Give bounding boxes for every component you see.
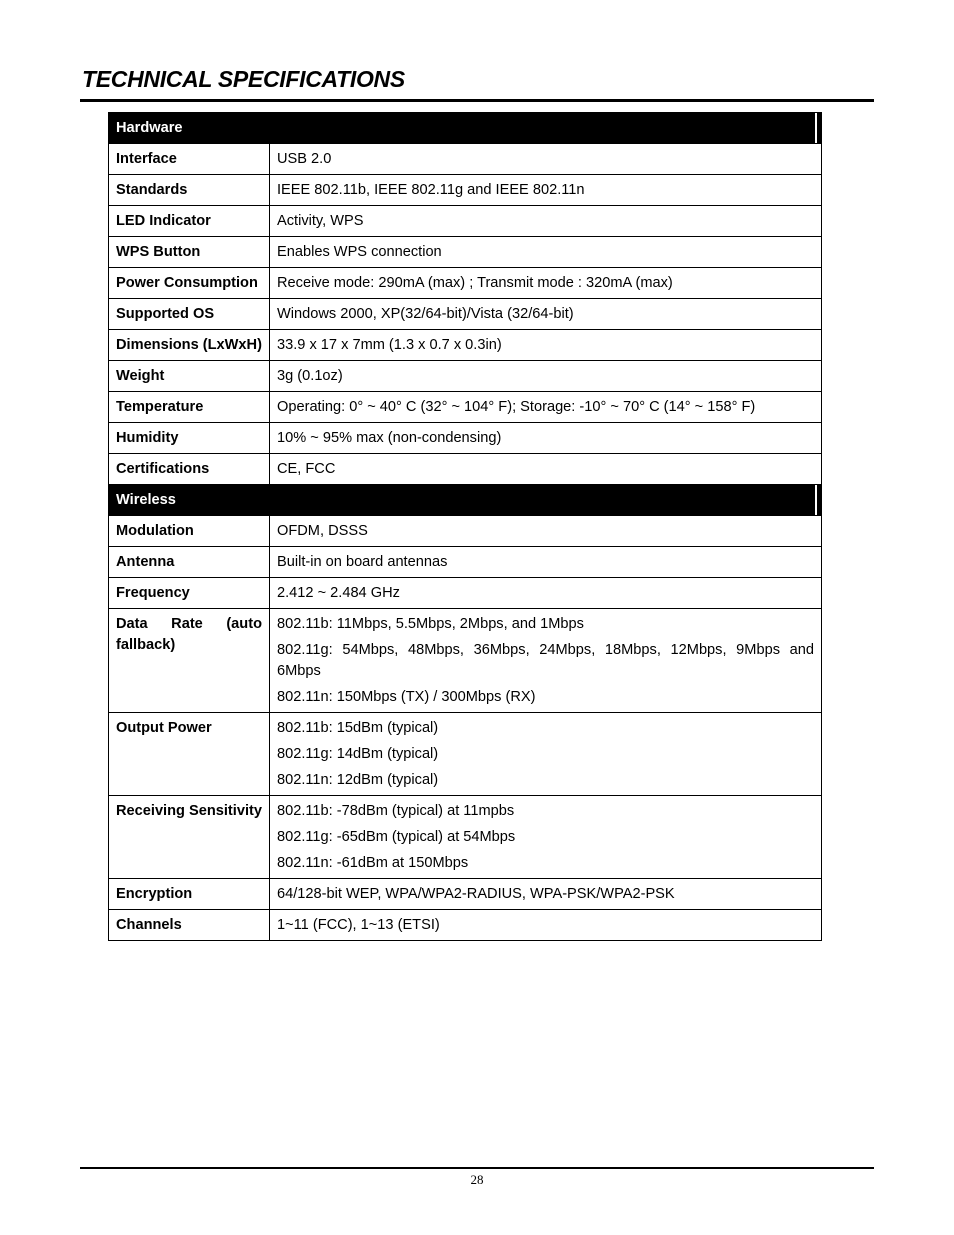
section-edge [815, 485, 817, 515]
row-label: Certifications [109, 454, 270, 485]
row-value: 3g (0.1oz) [270, 361, 822, 392]
table-row [109, 206, 822, 237]
row-value: 1~11 (FCC), 1~13 (ETSI) [270, 910, 822, 941]
row-label: Data Rate (auto fallback) [109, 609, 270, 713]
row-label: Standards [109, 175, 270, 206]
table-row [109, 578, 822, 609]
table-row [109, 713, 822, 796]
section-edge [815, 113, 817, 143]
value-line: 802.11g: 54Mbps, 48Mbps, 36Mbps, 24Mbps, 18Mbps, 12Mbps, 9Mbps and 6Mbps [277, 642, 814, 679]
value-line: 802.11b: 15dBm (typical) [277, 720, 439, 736]
table-row [109, 237, 822, 268]
table-row [109, 879, 822, 910]
row-label: Weight [109, 361, 270, 392]
value-line: 802.11g: -65dBm (typical) at 54Mbps [277, 829, 516, 845]
row-value: Receive mode: 290mA (max) ; Transmit mode : 320mA (max) [270, 268, 822, 299]
page-title: TECHNICAL SPECIFICATIONS [82, 66, 405, 92]
row-value: 33.9 x 17 x 7mm (1.3 x 0.7 x 0.3in) [270, 330, 822, 361]
value-line: 802.11n: 150Mbps (TX) / 300Mbps (RX) [277, 689, 536, 705]
table-row [109, 609, 822, 713]
value-line: 802.11n: 12dBm (typical) [277, 772, 439, 788]
row-label: LED Indicator [109, 206, 270, 237]
footer-rule [80, 1167, 874, 1169]
section-heading: Wireless [116, 492, 176, 508]
row-label: Temperature [109, 392, 270, 423]
table-row [109, 330, 822, 361]
row-label: Frequency [109, 578, 270, 609]
row-value: IEEE 802.11b, IEEE 802.11g and IEEE 802.11n [270, 175, 822, 206]
row-label: Receiving Sensitivity [109, 796, 270, 879]
row-label: Channels [109, 910, 270, 941]
row-value: Activity, WPS [270, 206, 822, 237]
row-value: CE, FCC [270, 454, 822, 485]
table-row [109, 454, 822, 485]
table-row [109, 299, 822, 330]
row-label: WPS Button [109, 237, 270, 268]
row-label: Supported OS [109, 299, 270, 330]
table-row [109, 547, 822, 578]
row-value: USB 2.0 [270, 144, 822, 175]
table-row [109, 392, 822, 423]
section-heading: Hardware [116, 120, 183, 136]
row-label: Encryption [109, 879, 270, 910]
table-row [109, 796, 822, 879]
row-label: Interface [109, 144, 270, 175]
page-number: 28 [470, 1172, 484, 1187]
row-label: Output Power [109, 713, 270, 796]
table-row [109, 268, 822, 299]
table-row [109, 175, 822, 206]
row-value [270, 609, 822, 713]
table-row [109, 910, 822, 941]
row-value: Enables WPS connection [270, 237, 822, 268]
row-label: Modulation [109, 516, 270, 547]
row-value: 10% ~ 95% max (non-condensing) [270, 423, 822, 454]
table-row [109, 144, 822, 175]
value-line: 802.11g: 14dBm (typical) [277, 746, 439, 762]
row-label: Antenna [109, 547, 270, 578]
title-rule [80, 99, 874, 102]
value-line: 802.11b: 11Mbps, 5.5Mbps, 2Mbps, and 1Mbps [277, 616, 584, 632]
row-value: Operating: 0° ~ 40° C (32° ~ 104° F); Storage: -10° ~ 70° C (14° ~ 158° F) [270, 392, 822, 423]
value-line: 802.11n: -61dBm at 150Mbps [277, 855, 469, 871]
row-value: 2.412 ~ 2.484 GHz [270, 578, 822, 609]
row-value: 64/128-bit WEP, WPA/WPA2-RADIUS, WPA-PSK/WPA2-PSK [270, 879, 822, 910]
section-header-wireless [109, 485, 822, 516]
row-value: Windows 2000, XP(32/64-bit)/Vista (32/64-bit) [270, 299, 822, 330]
row-value [270, 713, 822, 796]
row-value: Built-in on board antennas [270, 547, 822, 578]
row-value: OFDM, DSSS [270, 516, 822, 547]
row-value [270, 796, 822, 879]
row-label: Dimensions (LxWxH) [109, 330, 270, 361]
table-row [109, 423, 822, 454]
table-row [109, 361, 822, 392]
value-line: 802.11b: -78dBm (typical) at 11mpbs [277, 803, 515, 819]
section-header-hardware [109, 113, 822, 144]
table-row [109, 516, 822, 547]
spec-table [108, 112, 822, 941]
row-label: Power Consumption [109, 268, 270, 299]
row-label: Humidity [109, 423, 270, 454]
